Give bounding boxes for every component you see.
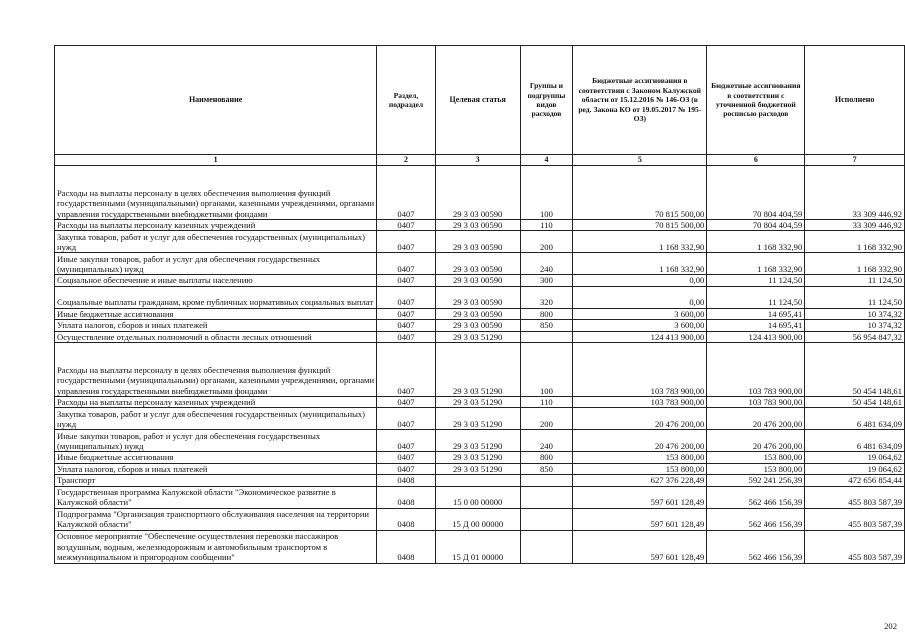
cell-law: 124 413 900,00 — [573, 331, 707, 342]
table-row — [55, 320, 905, 331]
cell-name: Уплата налогов, сборов и иных платежей — [55, 463, 377, 474]
cell-roster: 124 413 900,00 — [707, 331, 805, 342]
cell-done: 10 374,32 — [805, 320, 905, 331]
cell-name: Иные закупки товаров, работ и услуг для обеспечения государственных (муниципальных) нужд — [55, 253, 377, 275]
table-row — [55, 530, 905, 563]
cell-done: 10 374,32 — [805, 308, 905, 319]
column-number: 3 — [435, 155, 520, 166]
cell-group: 200 — [520, 231, 573, 253]
table-row — [55, 463, 905, 474]
cell-law: 3 600,00 — [573, 320, 707, 331]
cell-roster: 14 695,41 — [707, 308, 805, 319]
table-row — [55, 408, 905, 430]
cell-group: 110 — [520, 397, 573, 408]
cell-section: 0407 — [377, 308, 436, 319]
table-row — [55, 166, 905, 220]
cell-target: 29 3 03 00590 — [435, 220, 520, 231]
cell-name: Социальное обеспечение и иные выплаты населению — [55, 275, 377, 286]
cell-name: Осуществление отдельных полномочий в области лесных отношений — [55, 331, 377, 342]
cell-section: 0407 — [377, 463, 436, 474]
header-roster-allocation: Бюджетные ассигнования в соответствии с уточненной бюджетной росписью расходов — [707, 46, 805, 155]
cell-group: 110 — [520, 220, 573, 231]
cell-target: 29 3 03 00590 — [435, 166, 520, 220]
cell-section: 0407 — [377, 231, 436, 253]
cell-target: 29 3 03 51290 — [435, 430, 520, 452]
cell-roster: 14 695,41 — [707, 320, 805, 331]
cell-target: 29 3 03 51290 — [435, 397, 520, 408]
table-row — [55, 397, 905, 408]
cell-group — [520, 475, 573, 486]
cell-law: 153 800,00 — [573, 452, 707, 463]
column-number: 4 — [520, 155, 573, 166]
cell-law: 0,00 — [573, 275, 707, 286]
cell-law: 0,00 — [573, 286, 707, 308]
cell-law: 1 168 332,90 — [573, 253, 707, 275]
table-row — [55, 331, 905, 342]
table-row — [55, 308, 905, 319]
header-section: Раздел, подраздел — [377, 46, 436, 155]
cell-done: 11 124,50 — [805, 275, 905, 286]
cell-name: Расходы на выплаты персоналу в целях обеспечения выполнения функций государственными (муниципальными) органами, казенными учреждениями, органами управления государственными внебюджетными фондами — [55, 166, 377, 220]
column-number: 7 — [805, 155, 905, 166]
cell-group: 100 — [520, 166, 573, 220]
cell-law: 103 783 900,00 — [573, 343, 707, 397]
cell-target: 29 3 03 51290 — [435, 452, 520, 463]
cell-section: 0407 — [377, 220, 436, 231]
cell-group: 200 — [520, 408, 573, 430]
cell-target: 29 3 03 00590 — [435, 231, 520, 253]
table-row — [55, 275, 905, 286]
cell-section: 0407 — [377, 397, 436, 408]
cell-law: 597 601 128,49 — [573, 508, 707, 530]
cell-law: 1 168 332,90 — [573, 231, 707, 253]
cell-section: 0408 — [377, 475, 436, 486]
cell-done: 6 481 634,09 — [805, 430, 905, 452]
cell-done: 455 803 587,39 — [805, 530, 905, 563]
cell-done: 19 064,62 — [805, 452, 905, 463]
cell-target — [435, 475, 520, 486]
cell-target: 29 3 03 00590 — [435, 286, 520, 308]
cell-target: 15 0 00 00000 — [435, 486, 520, 508]
cell-group — [520, 530, 573, 563]
cell-done: 455 803 587,39 — [805, 508, 905, 530]
cell-roster: 103 783 900,00 — [707, 343, 805, 397]
cell-law: 70 815 500,00 — [573, 220, 707, 231]
cell-group: 320 — [520, 286, 573, 308]
cell-target: 29 3 03 51290 — [435, 463, 520, 474]
column-number: 5 — [573, 155, 707, 166]
cell-section: 0408 — [377, 508, 436, 530]
cell-group: 240 — [520, 430, 573, 452]
header-name: Наименование — [55, 46, 377, 155]
cell-name: Социальные выплаты гражданам, кроме публичных нормативных социальных выплат — [55, 286, 377, 308]
header-executed: Исполнено — [805, 46, 905, 155]
cell-roster: 153 800,00 — [707, 463, 805, 474]
table-row — [55, 486, 905, 508]
cell-roster: 20 476 200,00 — [707, 408, 805, 430]
cell-roster: 11 124,50 — [707, 286, 805, 308]
cell-law: 20 476 200,00 — [573, 430, 707, 452]
cell-roster: 562 466 156,39 — [707, 508, 805, 530]
cell-group: 300 — [520, 275, 573, 286]
cell-group — [520, 486, 573, 508]
cell-section: 0407 — [377, 343, 436, 397]
cell-roster: 103 783 900,00 — [707, 397, 805, 408]
cell-law: 597 601 128,49 — [573, 530, 707, 563]
budget-table — [54, 45, 905, 564]
cell-group — [520, 508, 573, 530]
header-target: Целевая статья — [435, 46, 520, 155]
cell-target: 15 Д 01 00000 — [435, 530, 520, 563]
column-number: 1 — [55, 155, 377, 166]
cell-group: 850 — [520, 320, 573, 331]
cell-law: 20 476 200,00 — [573, 408, 707, 430]
cell-done: 455 803 587,39 — [805, 486, 905, 508]
cell-law: 70 815 500,00 — [573, 166, 707, 220]
cell-name: Государственная программа Калужской области "Экономическое развитие в Калужской области" — [55, 486, 377, 508]
cell-section: 0407 — [377, 320, 436, 331]
cell-target: 29 3 03 51290 — [435, 331, 520, 342]
cell-law: 597 601 128,49 — [573, 486, 707, 508]
cell-section: 0407 — [377, 166, 436, 220]
cell-roster: 562 466 156,39 — [707, 530, 805, 563]
cell-done: 33 309 446,92 — [805, 220, 905, 231]
table-row — [55, 220, 905, 231]
cell-section: 0407 — [377, 430, 436, 452]
table-body — [55, 166, 905, 564]
table-row — [55, 343, 905, 397]
cell-done: 1 168 332,90 — [805, 253, 905, 275]
cell-group: 240 — [520, 253, 573, 275]
cell-section: 0407 — [377, 286, 436, 308]
table-row — [55, 430, 905, 452]
table-row — [55, 253, 905, 275]
cell-name: Расходы на выплаты персоналу в целях обеспечения выполнения функций государственными (муниципальными) органами, казенными учреждениями, органами управления государственными внебюджетными фондами — [55, 343, 377, 397]
cell-name: Расходы на выплаты персоналу казенных учреждений — [55, 220, 377, 231]
cell-roster: 1 168 332,90 — [707, 231, 805, 253]
cell-name: Основное мероприятие "Обеспечение осуществления перевозки пассажиров воздушным, водным, железнодорожным и автомобильным транспортом в межмуниципальном и пригородном сообщении" — [55, 530, 377, 563]
cell-done: 50 454 148,61 — [805, 343, 905, 397]
cell-done: 6 481 634,09 — [805, 408, 905, 430]
cell-target: 29 3 03 00590 — [435, 253, 520, 275]
cell-law: 3 600,00 — [573, 308, 707, 319]
cell-done: 19 064,62 — [805, 463, 905, 474]
cell-name: Закупка товаров, работ и услуг для обеспечения государственных (муниципальных) нужд — [55, 408, 377, 430]
cell-done: 33 309 446,92 — [805, 166, 905, 220]
column-number: 2 — [377, 155, 436, 166]
cell-roster: 70 804 404,59 — [707, 220, 805, 231]
cell-section: 0408 — [377, 530, 436, 563]
header-group: Группы и подгруппы видов расходов — [520, 46, 573, 155]
cell-law: 103 783 900,00 — [573, 397, 707, 408]
cell-group: 100 — [520, 343, 573, 397]
cell-roster: 20 476 200,00 — [707, 430, 805, 452]
cell-name: Иные бюджетные ассигнования — [55, 308, 377, 319]
cell-done: 1 168 332,90 — [805, 231, 905, 253]
cell-name: Транспорт — [55, 475, 377, 486]
cell-roster: 11 124,50 — [707, 275, 805, 286]
cell-section: 0408 — [377, 486, 436, 508]
cell-group: 800 — [520, 452, 573, 463]
cell-name: Иные закупки товаров, работ и услуг для обеспечения государственных (муниципальных) нужд — [55, 430, 377, 452]
cell-target: 29 3 03 00590 — [435, 308, 520, 319]
cell-section: 0407 — [377, 331, 436, 342]
table-row — [55, 231, 905, 253]
cell-section: 0407 — [377, 253, 436, 275]
cell-group — [520, 331, 573, 342]
cell-done: 56 954 847,32 — [805, 331, 905, 342]
cell-roster: 153 800,00 — [707, 452, 805, 463]
table-row — [55, 508, 905, 530]
cell-name: Подпрограмма "Организация транспортного обслуживания населения на территории Калужской области" — [55, 508, 377, 530]
cell-law: 153 800,00 — [573, 463, 707, 474]
cell-section: 0407 — [377, 275, 436, 286]
cell-name: Закупка товаров, работ и услуг для обеспечения государственных (муниципальных) нужд — [55, 231, 377, 253]
header-law-allocation: Бюджетные ассигнования в соответствии с Законом Калужской области от 15.12.2016 № 146-ОЗ (в ред. Закона КО от 19.05.2017 № 195-ОЗ) — [573, 46, 707, 155]
cell-target: 29 3 03 00590 — [435, 320, 520, 331]
header-row — [55, 46, 905, 155]
cell-target: 29 3 03 00590 — [435, 275, 520, 286]
cell-roster: 592 241 256,39 — [707, 475, 805, 486]
cell-section: 0407 — [377, 452, 436, 463]
cell-group: 800 — [520, 308, 573, 319]
cell-done: 11 124,50 — [805, 286, 905, 308]
cell-name: Расходы на выплаты персоналу казенных учреждений — [55, 397, 377, 408]
column-number-row — [55, 155, 905, 166]
cell-roster: 562 466 156,39 — [707, 486, 805, 508]
table-row — [55, 286, 905, 308]
cell-target: 29 3 03 51290 — [435, 343, 520, 397]
cell-name: Иные бюджетные ассигнования — [55, 452, 377, 463]
cell-done: 50 454 148,61 — [805, 397, 905, 408]
column-number: 6 — [707, 155, 805, 166]
table-row — [55, 452, 905, 463]
table-row — [55, 475, 905, 486]
cell-roster: 70 804 404,59 — [707, 166, 805, 220]
cell-group: 850 — [520, 463, 573, 474]
cell-section: 0407 — [377, 408, 436, 430]
page-number: 202 — [884, 621, 897, 631]
cell-target: 15 Д 00 00000 — [435, 508, 520, 530]
cell-target: 29 3 03 51290 — [435, 408, 520, 430]
cell-law: 627 376 228,49 — [573, 475, 707, 486]
cell-done: 472 656 854,44 — [805, 475, 905, 486]
cell-name: Уплата налогов, сборов и иных платежей — [55, 320, 377, 331]
cell-roster: 1 168 332,90 — [707, 253, 805, 275]
